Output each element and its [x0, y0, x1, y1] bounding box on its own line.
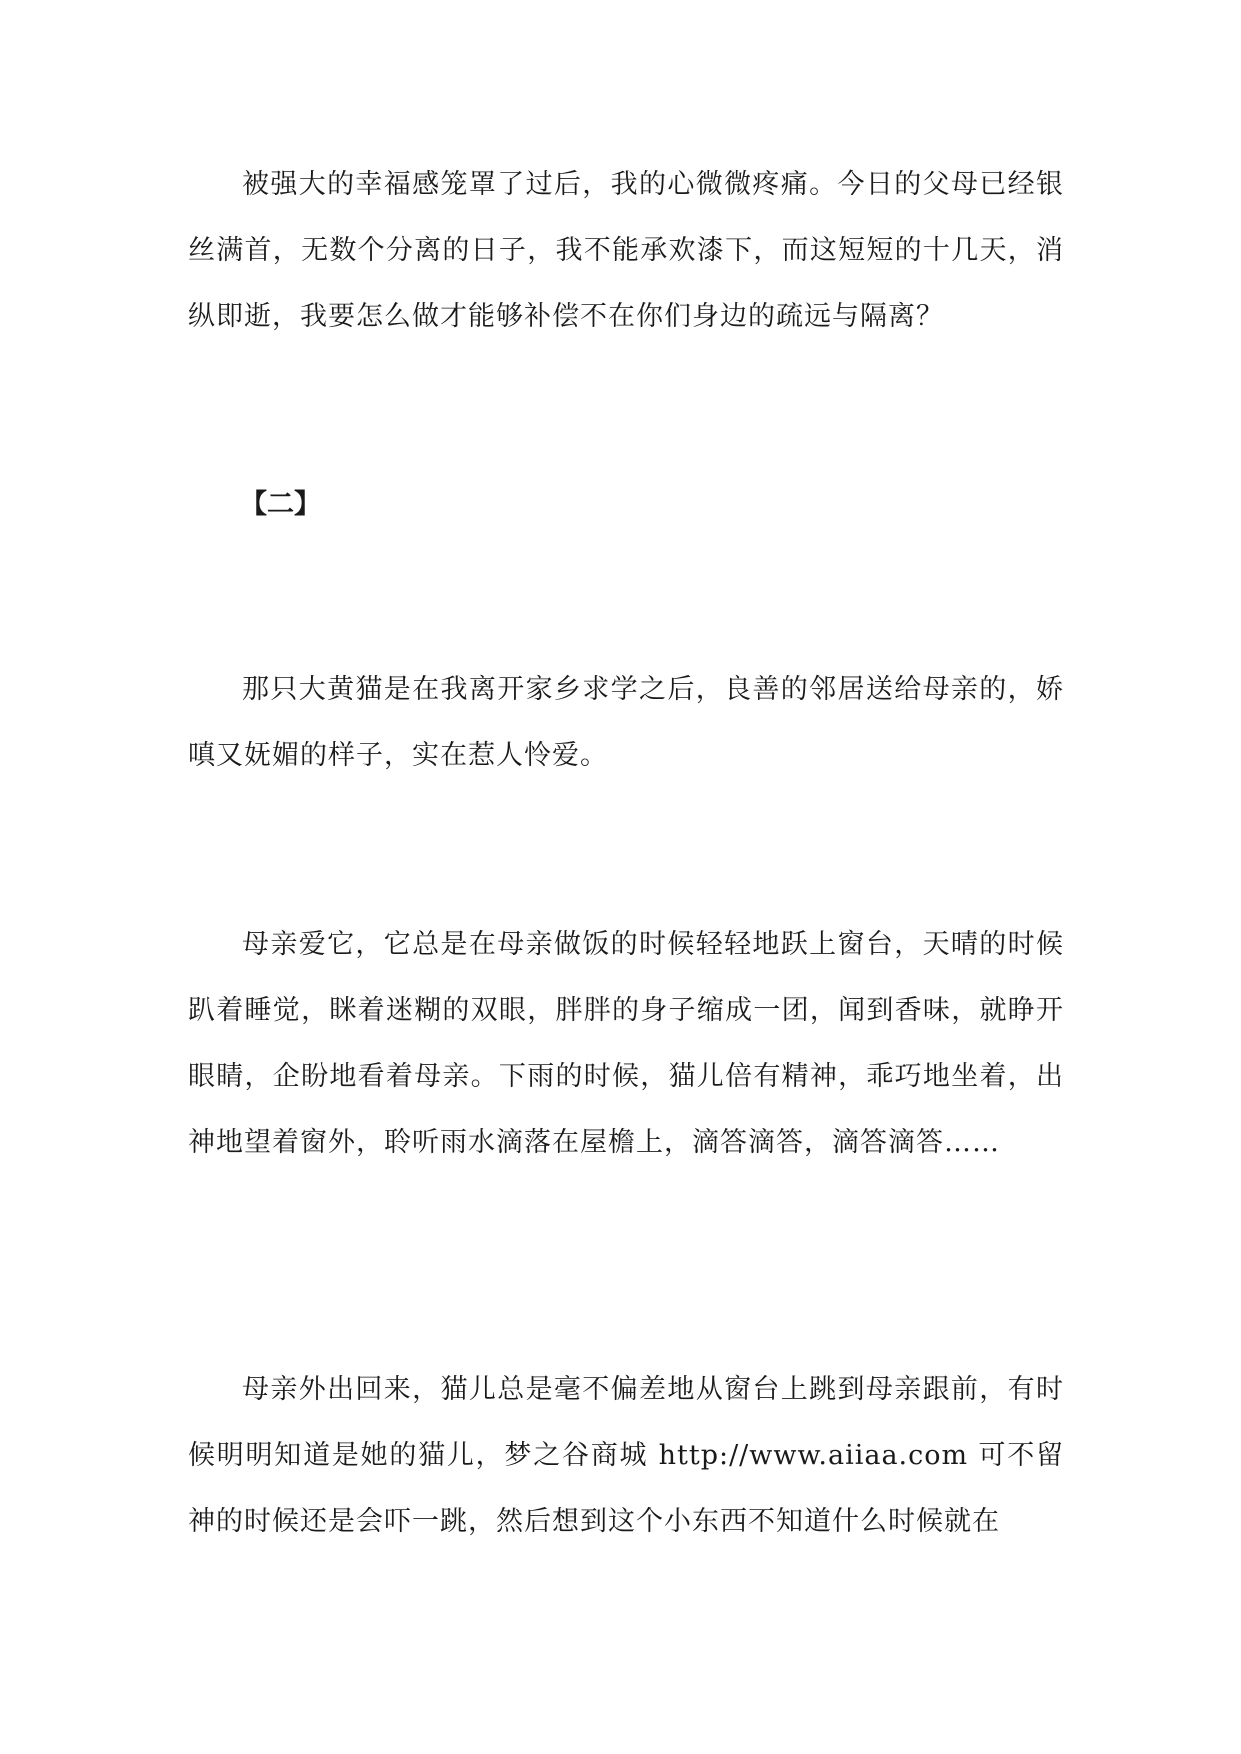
paragraph-2: 那只大黄猫是在我离开家乡求学之后，良善的邻居送给母亲的，娇嗔又妩媚的样子，实在惹人怜爱。: [188, 674, 1064, 771]
section-heading: 【二】: [240, 489, 321, 520]
paragraph-1: 被强大的幸福感笼罩了过后，我的心微微疼痛。今日的父母已经银丝满首，无数个分离的日子，我不能承欢漆下，而这短短的十几天，消纵即逝，我要怎么做才能够补偿不在你们身边的疏远与隔离？: [188, 169, 1064, 332]
paragraph-3: 母亲爱它，它总是在母亲做饭的时候轻轻地跃上窗台，天晴的时候趴着睡觉，眯着迷糊的双眼，胖胖的身子缩成一团，闻到香味，就睁开眼睛，企盼地看着母亲。下雨的时候，猫儿倍有精神，乖巧地坐着，出神地望着窗外，聆听雨水滴落在屋檐上，滴答滴答，滴答滴答……: [188, 929, 1064, 1158]
paragraph-4: 母亲外出回来，猫儿总是毫不偏差地从窗台上跳到母亲跟前，有时候明明知道是她的猫儿，梦之谷商城 http://www.aiiaa.com 可不留神的时候还是会吓一跳，然后想到这个小东西不知道什么时候就在: [188, 1374, 1064, 1537]
